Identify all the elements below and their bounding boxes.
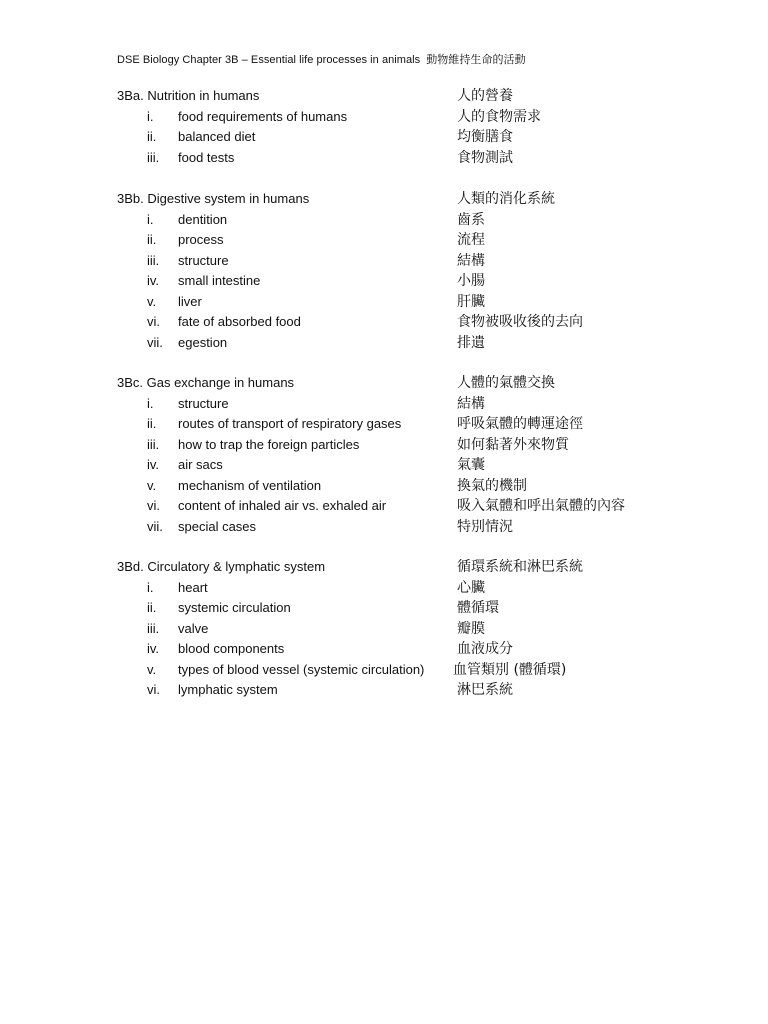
list-item xyxy=(117,148,677,169)
item-text: content of inhaled air vs. exhaled air xyxy=(178,498,387,513)
item-number: iv. xyxy=(147,641,160,656)
list-item xyxy=(117,435,677,456)
item-text-zh: 呼吸氣體的轉運途徑 xyxy=(457,416,583,432)
item-text-zh: 齒系 xyxy=(457,211,485,228)
list-item xyxy=(117,107,677,128)
item-text-zh: 結構 xyxy=(457,395,485,412)
item-text: balanced diet xyxy=(178,129,256,144)
item-text: fate of absorbed food xyxy=(178,314,301,329)
item-number: i. xyxy=(147,579,154,595)
section-title-zh: 人類的消化系統 xyxy=(457,191,555,207)
list-item xyxy=(117,312,677,333)
section-digestive xyxy=(117,189,677,353)
item-number: i. xyxy=(147,108,154,124)
item-text-zh: 淋巴系統 xyxy=(457,682,513,698)
header-title-zh: 動物維持生命的活動 xyxy=(426,53,526,66)
item-text-zh: 肝臟 xyxy=(457,293,485,310)
item-text-zh: 人的食物需求 xyxy=(457,108,541,125)
section-nutrition xyxy=(117,86,677,168)
item-text: routes of transport of respiratory gases xyxy=(178,416,402,431)
item-number: i. xyxy=(147,395,154,411)
list-item xyxy=(117,414,677,435)
list-item xyxy=(117,333,677,354)
item-text-zh: 食物被吸收後的去向 xyxy=(457,314,583,330)
item-text-zh: 心臟 xyxy=(457,579,485,596)
item-text: systemic circulation xyxy=(178,600,291,615)
list-item xyxy=(117,271,677,292)
item-text-zh: 流程 xyxy=(457,232,485,248)
list-item xyxy=(117,230,677,251)
section-title: 3Bb. Digestive system in humans xyxy=(117,191,310,206)
section-heading xyxy=(117,86,677,107)
item-text: types of blood vessel (systemic circulation) xyxy=(178,661,425,677)
item-text: valve xyxy=(178,620,209,636)
item-text: dentition xyxy=(178,211,228,227)
item-text: lymphatic system xyxy=(178,682,278,697)
item-text-zh: 結構 xyxy=(457,252,485,269)
item-text-zh: 吸入氣體和呼出氣體的內容 xyxy=(457,498,625,514)
item-number: v. xyxy=(147,293,157,309)
section-title: 3Bc. Gas exchange in humans xyxy=(117,375,295,390)
list-item xyxy=(117,476,677,497)
item-text-zh: 特別情況 xyxy=(457,518,513,535)
section-title-zh: 人體的氣體交換 xyxy=(457,375,555,391)
list-item xyxy=(117,292,677,313)
item-text: heart xyxy=(178,579,208,595)
item-text-zh: 瓣膜 xyxy=(457,620,485,637)
item-text: structure xyxy=(178,252,229,268)
section-heading xyxy=(117,373,677,394)
list-item xyxy=(117,210,677,231)
header-title-en: DSE Biology Chapter 3B – Essential life processes in animals xyxy=(117,54,421,66)
list-item xyxy=(117,517,677,538)
item-text: structure xyxy=(178,395,229,411)
item-text: mechanism of ventilation xyxy=(178,477,322,493)
item-text: blood components xyxy=(178,641,285,656)
list-item xyxy=(117,455,677,476)
item-text-zh: 食物測試 xyxy=(457,149,513,166)
section-heading xyxy=(117,189,677,210)
section-heading xyxy=(117,557,677,578)
document-header xyxy=(117,51,526,67)
item-text: special cases xyxy=(178,518,257,534)
item-text-zh: 體循環 xyxy=(457,600,499,616)
section-title: 3Bd. Circulatory & lymphatic system xyxy=(117,559,326,574)
item-text-zh: 氣囊 xyxy=(457,457,485,473)
section-title-zh: 循環系統和淋巴系統 xyxy=(457,559,583,575)
item-text-zh: 血液成分 xyxy=(457,641,513,657)
list-item xyxy=(117,639,677,660)
list-item xyxy=(117,251,677,272)
item-number: ii. xyxy=(147,416,157,431)
item-text: egestion xyxy=(178,334,228,350)
item-text: air sacs xyxy=(178,457,223,472)
list-item xyxy=(117,619,677,640)
item-text: food requirements of humans xyxy=(178,108,348,124)
item-text: liver xyxy=(178,293,202,309)
list-item xyxy=(117,127,677,148)
list-item xyxy=(117,598,677,619)
item-number: i. xyxy=(147,211,154,227)
item-number: ii. xyxy=(147,129,157,144)
section-title-zh: 人的營養 xyxy=(457,88,513,104)
item-number: iv. xyxy=(147,273,160,288)
item-text: process xyxy=(178,232,224,247)
item-number: vi. xyxy=(147,498,160,513)
item-number: vi. xyxy=(147,314,160,329)
list-item xyxy=(117,394,677,415)
item-number: ii. xyxy=(147,232,157,247)
item-text-zh: 換氣的機制 xyxy=(457,477,527,494)
item-text-zh: 小腸 xyxy=(457,273,485,289)
item-number: iii. xyxy=(147,252,160,268)
item-number: vi. xyxy=(147,682,160,697)
item-text-zh: 排遺 xyxy=(457,334,485,351)
item-number: iv. xyxy=(147,457,160,472)
list-item xyxy=(117,578,677,599)
section-title: 3Ba. Nutrition in humans xyxy=(117,88,260,103)
item-text-zh: 血管類別 (體循環) xyxy=(453,661,567,678)
list-item xyxy=(117,680,677,701)
section-gas-exchange xyxy=(117,373,677,537)
item-text: food tests xyxy=(178,149,235,165)
item-number: vii. xyxy=(147,334,163,350)
item-number: ii. xyxy=(147,600,157,615)
list-item xyxy=(117,660,677,681)
item-text: small intestine xyxy=(178,273,261,288)
item-text: how to trap the foreign particles xyxy=(178,436,360,452)
list-item xyxy=(117,496,677,517)
item-number: vii. xyxy=(147,518,163,534)
item-text-zh: 如何黏著外來物質 xyxy=(457,436,569,453)
item-number: v. xyxy=(147,477,157,493)
item-text-zh: 均衡膳食 xyxy=(457,129,513,145)
item-number: iii. xyxy=(147,149,160,165)
item-number: v. xyxy=(147,661,157,677)
item-number: iii. xyxy=(147,436,160,452)
item-number: iii. xyxy=(147,620,160,636)
section-circulatory xyxy=(117,557,677,701)
